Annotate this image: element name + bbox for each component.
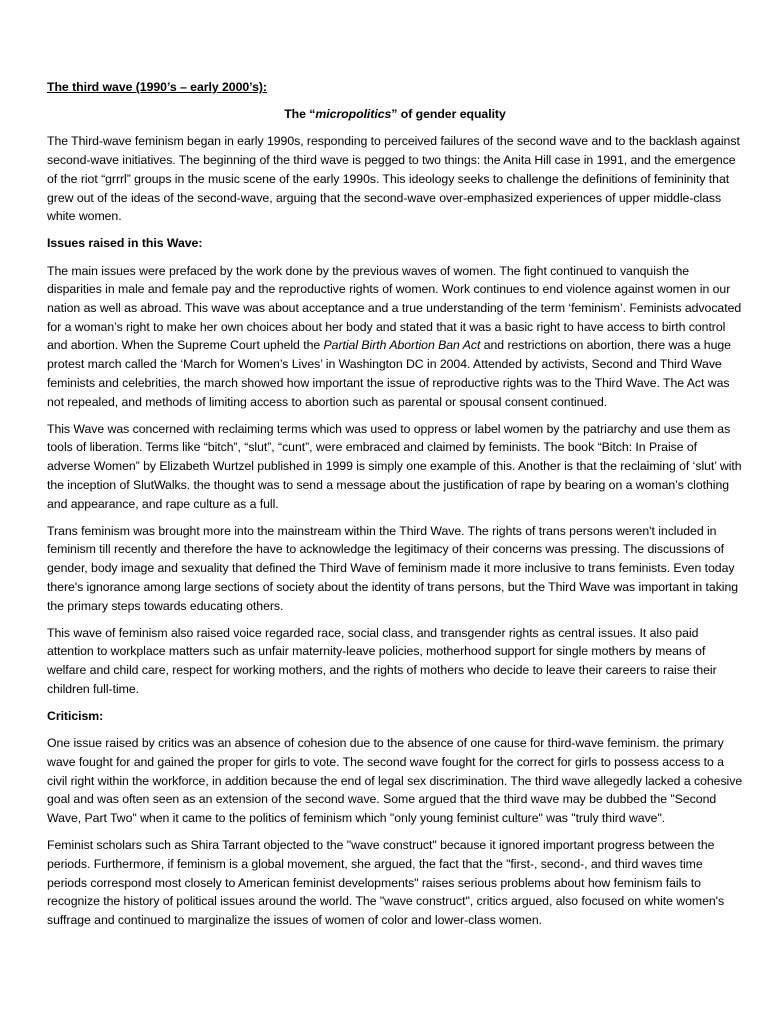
issues-p1-before: The main issues were prefaced by the work done by the previous waves of women. The fight continued to vanquish the disparities in male and female pay and the reproductive rights of women. Work continues to end violence against women in our nation as well as abroad. This wave was about acceptance and a true understanding of the term ‘feminism’. Feminists advocated for a woman’s right to make her own choices about her body and stated that it was a basic right to have access to birth control and abortion. When the Supreme Court upheld the bbox=[47, 263, 742, 353]
document-page bbox=[47, 78, 743, 938]
criticism-paragraph-1: One issue raised by critics was an absence of cohesion due to the absence of one cause for third-wave feminism. the primary wave fought for and gained the proper for girls to vote. The second wave fought for the correct for girls to possess access to a civil right within the workforce, in addition because the end of legal sex discrimination. The third wave allegedly lacked a cohesive goal and was often seen as an extension of the second wave. Some argued that the third wave may be dubbed the "Second Wave, Part Two" when it came to the politics of feminism which "only young feminist culture" was "truly third wave". bbox=[47, 736, 743, 826]
subtitle-suffix: ” of gender equality bbox=[391, 107, 506, 122]
issues-paragraph-1 bbox=[47, 262, 743, 412]
subtitle-prefix: The “ bbox=[284, 107, 316, 122]
criticism-paragraph-2: Feminist scholars such as Shira Tarrant objected to the "wave construct" because it ignored important progress between the periods. Furthermore, if feminism is a global movement, she argued, the fact that the "first-, second-, and third waves time periods correspond most closely to American feminist developments" raises serious problems about how feminism fails to recognize the history of political issues around the world. The "wave construct", critics argued, also focused on white women's suffrage and continued to marginalize the issues of women of color and lower-class women. bbox=[47, 838, 725, 928]
issues-heading: Issues raised in this Wave: bbox=[47, 236, 203, 251]
issues-paragraph-2: This Wave was concerned with reclaiming terms which was used to oppress or label women by the patriarchy and use them as tools of liberation. Terms like “bitch”, “slut”, “cunt”, were embraced and claimed by feminists. The book “Bitch: In Praise of adverse Women” by Elizabeth Wurtzel published in 1999 is simply one example of this. Another is that the reclaiming of ‘slut’ with the inception of SlutWalks. the thought was to send a message about the justification of rape by bearing on a woman’s clothing and appearance, and rape culture as a full. bbox=[47, 421, 742, 511]
section-subtitle bbox=[47, 105, 743, 124]
issues-p1-act-title: Partial Birth Abortion Ban Act bbox=[323, 338, 481, 353]
subtitle-italic-term: micropolitics bbox=[315, 107, 392, 122]
issues-paragraph-3: Trans feminism was brought more into the mainstream within the Third Wave. The rights of trans persons weren't included in feminism till recently and therefore the have to acknowledge the legitimacy of their concerns was pressing. The discussions of gender, body image and sexuality that defined the Third Wave of feminism made it more inclusive to trans feminists. Even today there's ignorance among large sections of society about the identity of trans persons, but the Third Wave was important in taking the primary steps towards educating others. bbox=[47, 523, 739, 613]
intro-paragraph: The Third-wave feminism began in early 1990s, responding to perceived failures of the second wave and to the backlash against second-wave initiatives. The beginning of the third wave is pegged to two things: the Anita Hill case in 1991, and the emergence of the riot “grrrl” groups in the music scene of the early 1990s. This ideology seeks to challenge the definitions of femininity that grew out of the ideas of the second-wave, arguing that the second-wave over-emphasized experiences of upper middle-class white women. bbox=[47, 134, 740, 224]
page-title: The third wave (1990’s – early 2000’s): bbox=[47, 80, 267, 94]
issues-p1-after: and restrictions on abortion, there was a huge protest march called the ‘March for Women’s Lives’ in Washington DC in 2004. Attended by activists, Second and Third Wave feminists and celebrities, the march showed how important the issue of reproductive rights was to the Third Wave. The Act was not repealed, and methods of limiting access to abortion such as parental or spousal consent continued. bbox=[47, 338, 731, 409]
criticism-heading: Criticism: bbox=[47, 709, 104, 724]
issues-paragraph-4: This wave of feminism also raised voice regarded race, social class, and transgender rights as central issues. It also paid attention to workplace matters such as unfair maternity-leave policies, motherhood support for single mothers by means of welfare and child care, respect for working mothers, and the rights of mothers who decide to leave their careers to raise their children full-time. bbox=[47, 625, 717, 696]
